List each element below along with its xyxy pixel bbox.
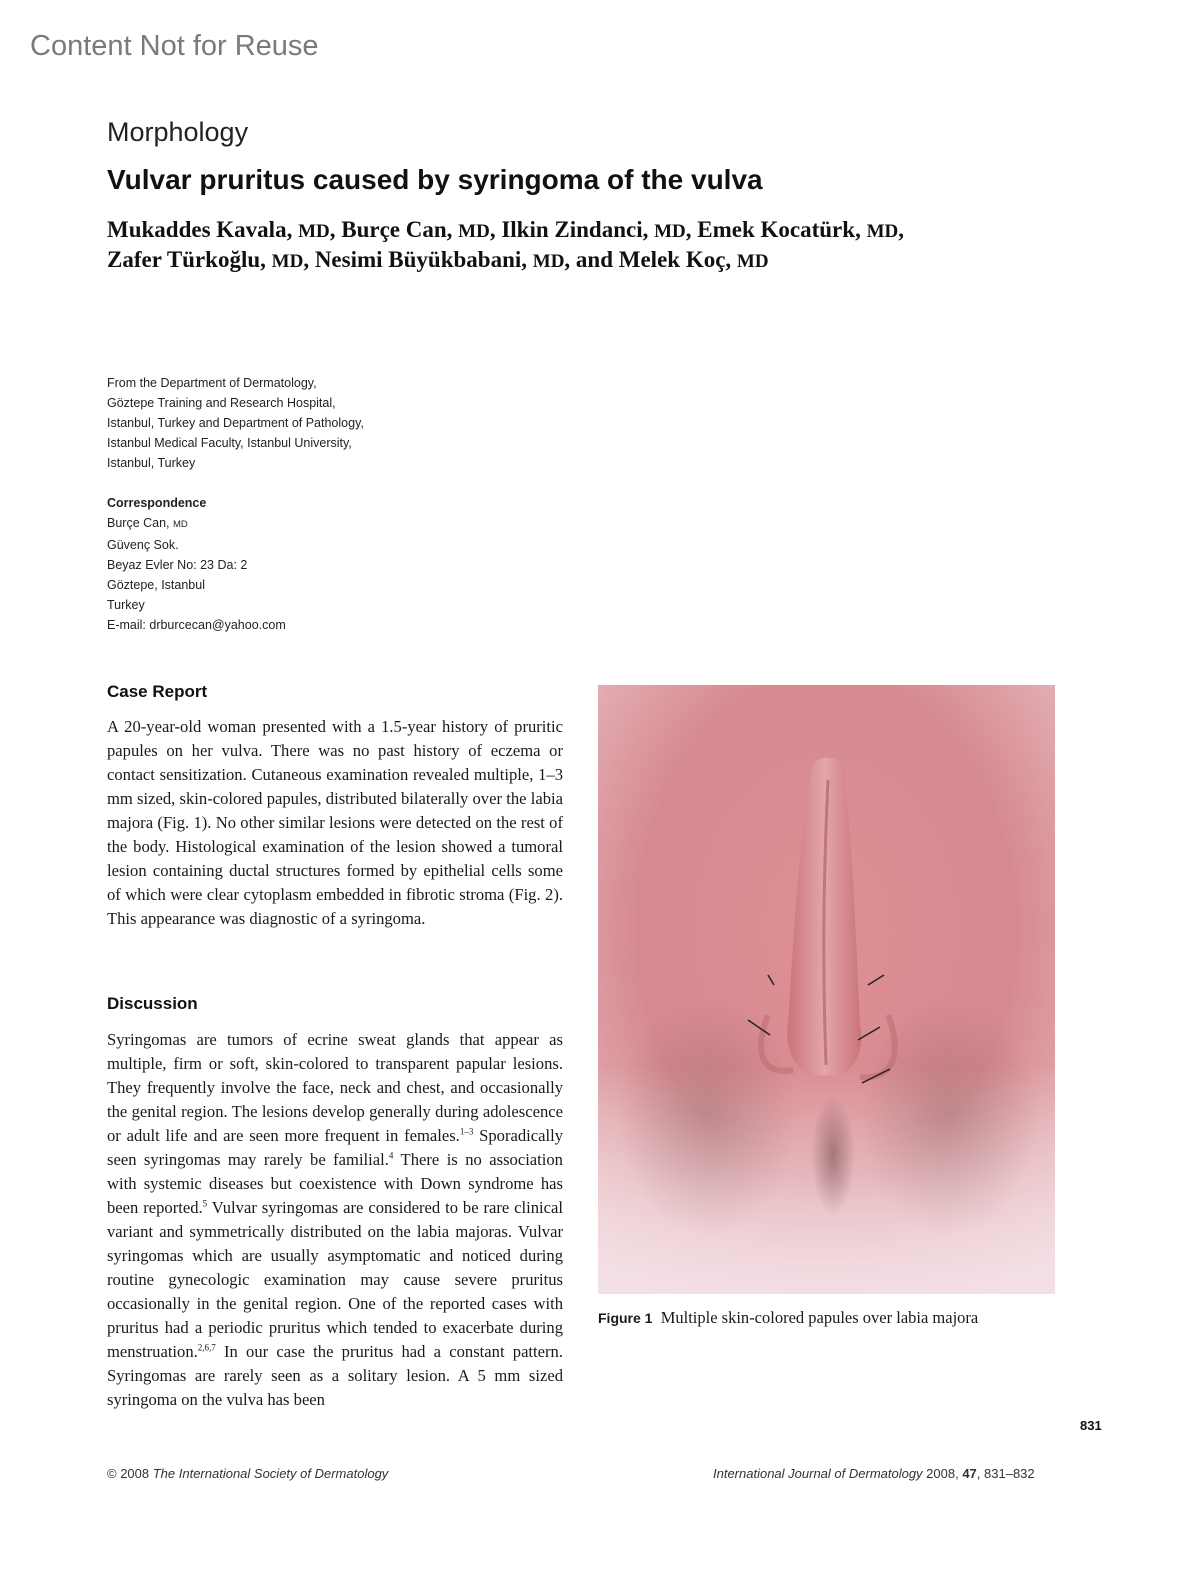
watermark: Content Not for Reuse xyxy=(30,30,319,62)
author-list: Mukaddes Kavala, MD, Burçe Can, MD, Ilkin Zindanci, MD, Emek Kocatürk, MD, Zafer Türkoğlu, MD, Nesimi Büyükbabani, MD, and Melek Koç, MD xyxy=(107,217,904,272)
section-label: Morphology xyxy=(107,117,249,147)
correspondence-address-line: Turkey xyxy=(107,598,145,612)
author: Burçe Can xyxy=(341,217,447,242)
correspondence-name: Burçe Can, MD xyxy=(107,516,188,530)
footer-citation: International Journal of Dermatology 2008, 47, 831–832 xyxy=(713,1466,1035,1481)
author: Mukaddes Kavala xyxy=(107,217,287,242)
citation-ref: 4 xyxy=(388,1150,394,1161)
affiliation-line: Istanbul, Turkey and Department of Pathology, xyxy=(107,416,364,430)
author-degree: MD xyxy=(458,221,490,242)
correspondence-address-line: Güvenç Sok. xyxy=(107,538,179,552)
clinical-photo xyxy=(598,685,1055,1294)
footer-society: The International Society of Dermatology xyxy=(152,1466,389,1481)
footer-journal: International Journal of Dermatology xyxy=(713,1466,923,1481)
page-number: 831 xyxy=(1080,1418,1102,1433)
affiliation-line: Istanbul, Turkey xyxy=(107,456,196,470)
citation-ref: 2,6,7 xyxy=(197,1342,216,1353)
author-degree: MD xyxy=(866,221,899,242)
correspondence-address-line: Beyaz Evler No: 23 Da: 2 xyxy=(107,558,248,572)
author-degree: MD xyxy=(271,251,304,272)
figure-1-image xyxy=(598,685,1055,1294)
author: Melek Koç xyxy=(618,247,726,272)
affiliation-line: Göztepe Training and Research Hospital, xyxy=(107,396,336,410)
affiliation-line: Istanbul Medical Faculty, Istanbul University, xyxy=(107,436,352,450)
author-degree: MD xyxy=(736,251,769,272)
author-degree: MD xyxy=(298,221,330,242)
discussion-heading: Discussion xyxy=(107,994,198,1013)
figure-label: Figure 1 xyxy=(598,1310,653,1326)
affiliation-line: From the Department of Dermatology, xyxy=(107,376,317,390)
author-degree: MD xyxy=(532,251,565,272)
figure-caption xyxy=(598,1308,1058,1328)
correspondence-heading: Correspondence xyxy=(107,496,207,510)
correspondence xyxy=(107,493,437,635)
correspondence-email: E-mail: drburcecan@yahoo.com xyxy=(107,618,286,632)
correspondence-address-line: Göztepe, Istanbul xyxy=(107,578,205,592)
affiliation xyxy=(107,373,437,473)
footer-copyright: © 2008 The International Society of Dermatology xyxy=(107,1466,389,1481)
author: Zafer Türkoğlu xyxy=(107,247,261,272)
case-report-text: A 20-year-old woman presented with a 1.5-year history of pruritic papules on her vulva. There was no past history of eczema or contact sensitization. Cutaneous examination revealed multiple, 1–3 mm sized, skin-colored papules, distributed bilaterally over the labia majora (Fig. 1). No other similar lesions were detected on the rest of the body. Histological examination of the lesion showed a tumoral lesion containing ductal structures formed by epithelial cells some of which were clear cytoplasm embedded in fibrotic stroma (Fig. 2). This appearance was diagnostic of a syringoma. xyxy=(107,717,563,928)
citation-ref: 1–3 xyxy=(459,1126,474,1137)
case-report-heading: Case Report xyxy=(107,682,208,701)
author: Ilkin Zindanci xyxy=(501,217,643,242)
author: Nesimi Büyükbabani xyxy=(314,247,522,272)
footer-volume: 47 xyxy=(962,1466,977,1481)
article-title: Vulvar pruritus caused by syringoma of the vulva xyxy=(107,164,763,195)
citation-ref: 5 xyxy=(202,1198,208,1209)
discussion-text: Syringomas are tumors of ecrine sweat glands that appear as multiple, firm or soft, skin-colored to transparent papular lesions. They frequently involve the face, neck and chest, and occasionally the genital region. The lesions develop generally during adolescence or adult life and are seen more frequent in females.$^{1-3}$ Sporadically seen syringomas may rarely be familial.$^4$ There is no association with systemic diseases but coexistence with Down syndrome has been reported.$^5$ Vulvar syringomas are considered to be rare clinical variant and symmetrically distributed on the labia majoras. Vulvar syringomas which are usually asymptomatic and noticed during routine gynecologic examination may cause severe pruritus occasionally in the genital region. One of the reported cases with pruritus had a periodic pruritus which tended to exacerbate during menstruation.$^{2,6,7}$ In our case the pruritus had a constant pattern. Syringomas are rarely seen as a solitary lesion. A 5 mm sized syringoma on the vulva has been xyxy=(107,1030,563,1409)
author: Emek Kocatürk xyxy=(697,217,856,242)
correspondence-degree: MD xyxy=(173,519,188,530)
figure-caption-text: Multiple skin-colored papules over labia majora xyxy=(660,1308,979,1327)
author-degree: MD xyxy=(654,221,686,242)
